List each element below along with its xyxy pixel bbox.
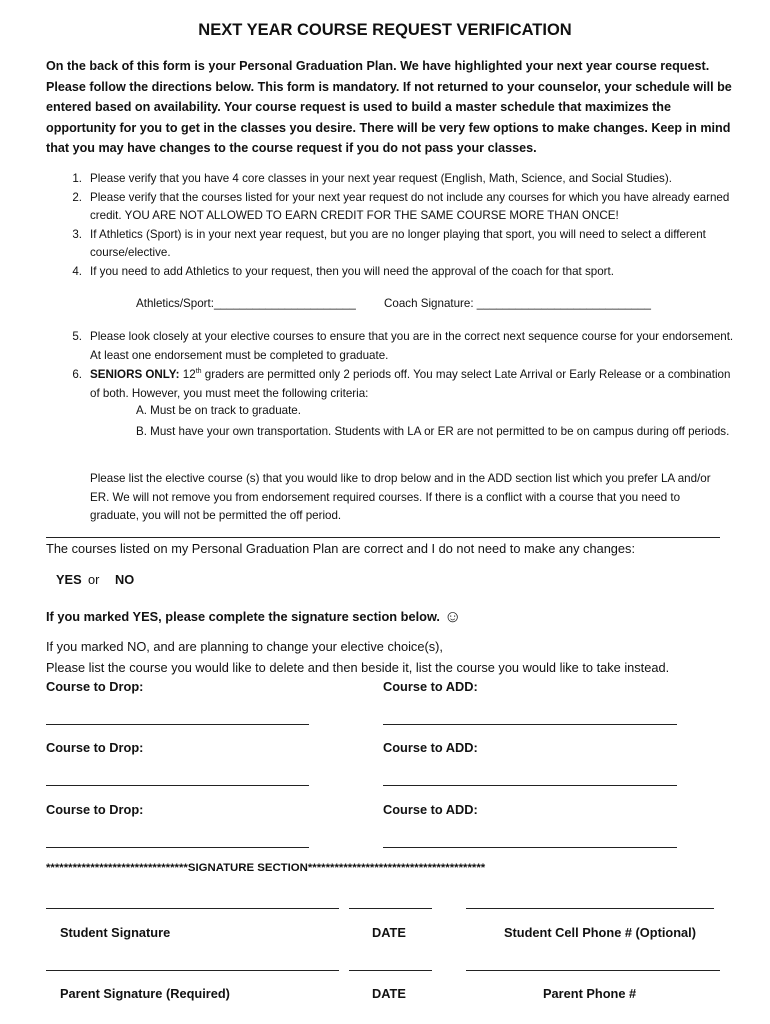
step-text: Please verify that the courses listed for your next year request do not include any courses for which you have already earned credit. YOU ARE NOT ALLOWED TO EARN CREDIT FOR THE SAME COURSE MORE THAN ONCE! <box>90 190 730 222</box>
grade-number: 12 <box>182 368 196 381</box>
athletics-sport-field[interactable]: Athletics/Sport:______________________ <box>136 297 356 310</box>
step-number: 4. <box>72 264 82 278</box>
course-drop-field[interactable] <box>46 785 309 786</box>
course-add-label: Course to ADD: <box>383 740 478 755</box>
step-number: 1. <box>72 172 82 185</box>
or-text: or <box>88 572 100 587</box>
no-option[interactable]: NO <box>115 572 135 587</box>
step-number: 6. <box>72 368 82 381</box>
date-label: DATE <box>372 986 406 1001</box>
list-item <box>46 170 736 189</box>
course-drop-label: Course to Drop: <box>46 679 144 694</box>
seniors-only-label: SENIORS ONLY: <box>90 368 180 381</box>
student-date-field[interactable] <box>349 908 432 909</box>
step-text: Please look closely at your elective courses to ensure that you are in the correct next sequence course for your endorsement. At least one endorsement must be completed to graduate. <box>90 330 734 362</box>
step-text <box>90 366 736 403</box>
steps-list <box>46 170 736 281</box>
date-label: DATE <box>372 925 406 940</box>
course-drop-label: Course to Drop: <box>46 802 144 817</box>
step-number: 3. <box>72 227 82 241</box>
course-add-field[interactable] <box>383 785 677 786</box>
course-drop-field[interactable] <box>46 847 309 848</box>
parent-signature-label: Parent Signature (Required) <box>60 986 230 1001</box>
student-cell-label: Student Cell Phone # (Optional) <box>504 925 696 940</box>
seniors-text: graders are permitted only 2 periods off. You may select Late Arrival or Early Release or a combination of both. However, you must meet the following criteria: <box>90 368 731 400</box>
course-add-field[interactable] <box>383 847 677 848</box>
if-yes-text: If you marked YES, please complete the signature section below. <box>46 609 440 624</box>
list-item <box>46 226 736 263</box>
smiley-icon: ☺ <box>443 607 462 626</box>
parent-phone-field[interactable] <box>466 970 720 971</box>
step-6 <box>46 366 736 403</box>
student-signature-field[interactable] <box>46 908 339 909</box>
student-cell-field[interactable] <box>466 908 714 909</box>
course-drop-label: Course to Drop: <box>46 740 144 755</box>
list-item <box>46 189 736 226</box>
student-signature-label: Student Signature <box>60 925 171 940</box>
step-number: 5. <box>72 330 82 343</box>
course-add-label: Course to ADD: <box>383 802 478 817</box>
course-add-label: Course to ADD: <box>383 679 478 694</box>
step-text: If Athletics (Sport) is in your next year request, but you are no longer playing that sport, you will need to select a different course/elective. <box>90 227 706 259</box>
page-title: NEXT YEAR COURSE REQUEST VERIFICATION <box>198 21 572 39</box>
list-item <box>46 328 736 365</box>
parent-phone-label: Parent Phone # <box>543 986 637 1001</box>
step-number: 2. <box>72 190 82 204</box>
if-no-instruction-2: Please list the course you would like to delete and then beside it, list the course you would like to take instead. <box>46 660 670 675</box>
step-5 <box>46 328 736 365</box>
parent-signature-field[interactable] <box>46 970 339 971</box>
step-text: Please verify that you have 4 core classes in your next year request (English, Math, Science, and Social Studies). <box>90 172 672 185</box>
signature-section-header: ********************************SIGNATURE SECTION**************************************** <box>46 862 486 874</box>
intro-paragraph: On the back of this form is your Personal Graduation Plan. We have highlighted your next year course request. Please follow the directions below. This form is mandatory. If not returned to your counselor, your schedule will be entered based on availability. Your course request is used to build a master schedule that maximizes the opportunity for you to get in the classes you desire. There will be very few options to make changes. Keep in mind that you may have changes to the course request if you do not pass your classes. <box>46 59 732 155</box>
yes-option[interactable]: YES <box>56 572 82 587</box>
grade-suffix: th <box>195 368 202 376</box>
parent-date-field[interactable] <box>349 970 432 971</box>
drop-note: Please list the elective course (s) that you would like to drop below and in the ADD section list which you prefer LA and/or ER. We will not remove you from endorsement required courses. If there is a conflict with a course that you need to graduate, you will not be permitted the off period. <box>90 472 711 522</box>
step-text: If you need to add Athletics to your request, then you will need the approval of the coach for that sport. <box>90 264 614 278</box>
course-drop-field[interactable] <box>46 724 309 725</box>
list-item <box>46 366 736 403</box>
courses-correct-statement: The courses listed on my Personal Graduation Plan are correct and I do not need to make any changes: <box>46 541 635 556</box>
criteria-b: B. Must have your own transportation. Students with LA or ER are not permitted to be on campus during off periods. <box>136 425 730 438</box>
list-item <box>46 263 736 282</box>
course-add-field[interactable] <box>383 724 677 725</box>
if-yes-instruction <box>46 607 461 627</box>
coach-signature-field[interactable]: Coach Signature: ___________________________ <box>384 297 651 310</box>
criteria-a: A. Must be on track to graduate. <box>136 404 301 417</box>
divider <box>46 537 720 538</box>
if-no-instruction-1: If you marked NO, and are planning to change your elective choice(s), <box>46 639 443 654</box>
